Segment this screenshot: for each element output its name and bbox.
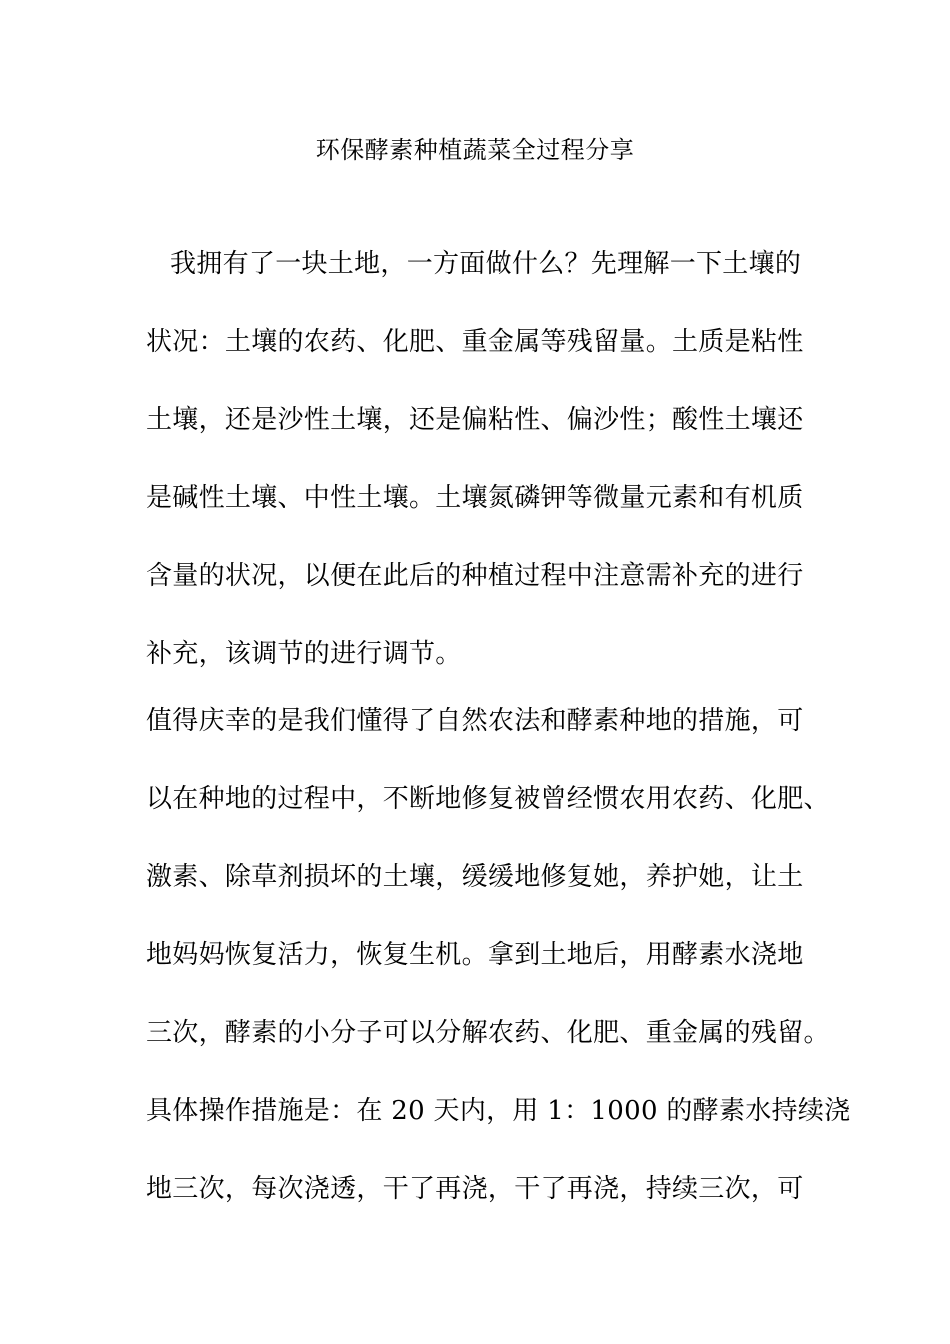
paragraph-line: 值得庆幸的是我们懂得了自然农法和酵素种地的措施，可: [146, 706, 804, 736]
document-title: 环保酵素种植蔬菜全过程分享: [315, 136, 635, 164]
paragraph-line: 含量的状况，以便在此后的种植过程中注意需补充的进行: [146, 561, 804, 591]
paragraph-line: 土壤，还是沙性土壤，还是偏粘性、偏沙性；酸性土壤还: [146, 405, 804, 435]
paragraph-line: 以在种地的过程中，不断地修复被曾经惯农用农药、化肥、: [146, 784, 830, 814]
paragraph-line: 具体操作措施是：在 20 天内，用 1：1000 的酵素水持续浇: [146, 1096, 851, 1126]
paragraph-line: 地三次，每次浇透，干了再浇，干了再浇，持续三次，可: [146, 1174, 804, 1204]
paragraph-line: 补充，该调节的进行调节。: [146, 639, 462, 669]
paragraph-line: 三次，酵素的小分子可以分解农药、化肥、重金属的残留。: [146, 1018, 830, 1048]
paragraph-line: 状况：土壤的农药、化肥、重金属等残留量。土质是粘性: [146, 327, 804, 357]
paragraph-line: 是碱性土壤、中性土壤。土壤氮磷钾等微量元素和有机质: [146, 483, 804, 513]
paragraph-line: 我拥有了一块土地，一方面做什么？先理解一下土壤的: [170, 249, 802, 279]
paragraph-line: 激素、除草剂损坏的土壤，缓缓地修复她，养护她，让土: [146, 862, 804, 892]
paragraph-line: 地妈妈恢复活力，恢复生机。拿到土地后，用酵素水浇地: [146, 940, 804, 970]
